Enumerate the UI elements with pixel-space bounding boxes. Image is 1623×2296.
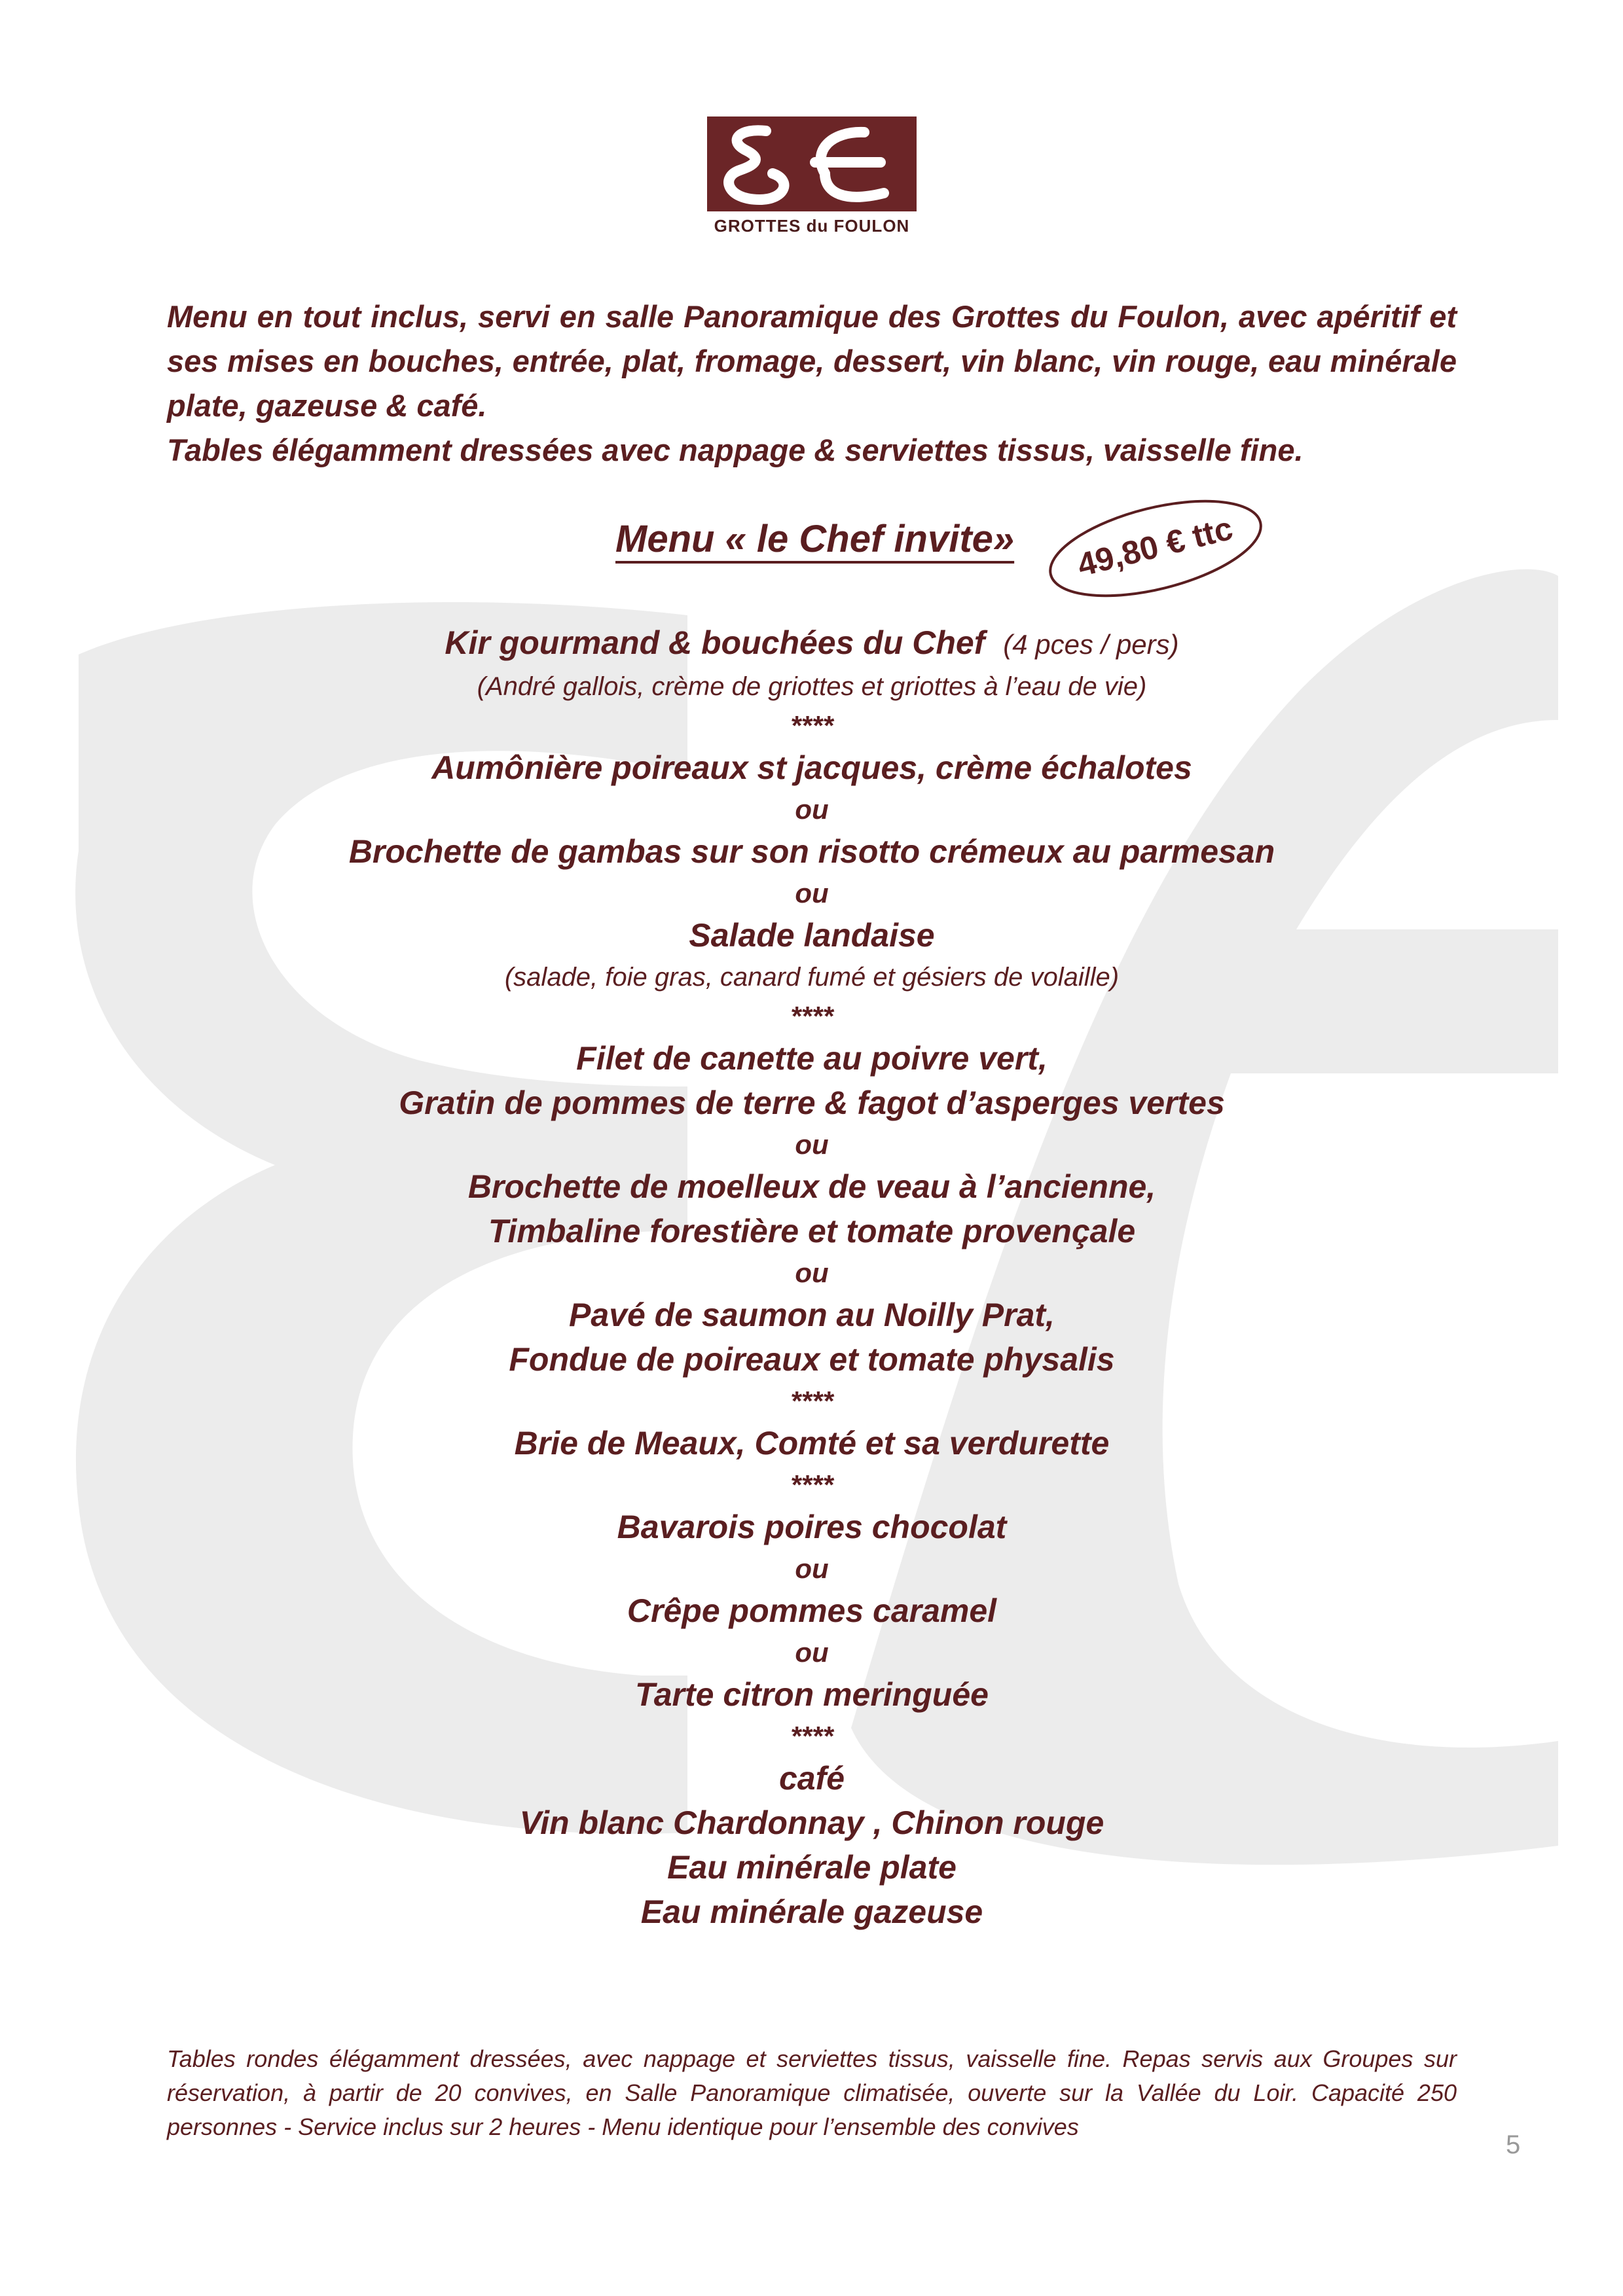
starter-1: Aumônière poireaux st jacques, crème échalotes bbox=[431, 749, 1192, 786]
price-badge bbox=[1041, 484, 1270, 609]
page-number: 5 bbox=[1506, 2130, 1521, 2159]
menu-title: Menu « le Chef invite» bbox=[615, 518, 1015, 560]
aperitif-description: (André gallois, crème de griottes et griottes à l’eau de vie) bbox=[477, 672, 1147, 701]
or-label: ou bbox=[795, 1553, 829, 1584]
price-text: 49,80 € ttc bbox=[1074, 509, 1237, 584]
footer-note: Tables rondes élégamment dressées, avec nappage et serviettes tissus, vaisselle fine. Repas servis aux Groupes sur réservation, à partir de 20 convives, en Salle Panoramique climatisée, ouverte sur la Vallée du Loir. Capacité 250 personnes - Service inclus sur 2 heures - Menu identique pour l’ensemble des convives bbox=[167, 2045, 1457, 2140]
drink-sparkling-water: Eau minérale gazeuse bbox=[640, 1893, 983, 1930]
dessert-2: Crêpe pommes caramel bbox=[627, 1592, 997, 1629]
main-1-line-1: Filet de canette au poivre vert, bbox=[576, 1040, 1048, 1077]
separator: **** bbox=[790, 710, 833, 741]
separator: **** bbox=[790, 1469, 833, 1500]
drink-wine: Vin blanc Chardonnay , Chinon rouge bbox=[519, 1804, 1104, 1841]
separator: **** bbox=[790, 1386, 833, 1416]
aperitif-name: Kir gourmand & bouchées du Chef bbox=[445, 624, 985, 661]
logo-caption: GROTTES du FOULON bbox=[714, 216, 910, 236]
main-2-line-1: Brochette de moelleux de veau à l’ancienne, bbox=[467, 1168, 1156, 1205]
main-3-line-1: Pavé de saumon au Noilly Prat, bbox=[569, 1297, 1055, 1333]
intro-paragraph: Menu en tout inclus, servi en salle Panoramique des Grottes du Foulon, avec apéritif et ses mises en bouches, entrée, plat, fromage, dessert, vin blanc, vin rouge, eau minérale plate, gazeuse & café. bbox=[167, 299, 1457, 423]
intro-tables: Tables élégamment dressées avec nappage & serviettes tissus, vaisselle fine. bbox=[167, 433, 1304, 467]
dessert-3: Tarte citron meringuée bbox=[635, 1676, 989, 1713]
or-label: ou bbox=[795, 1129, 829, 1160]
aperitif bbox=[167, 620, 1457, 667]
or-label: ou bbox=[795, 878, 829, 908]
starter-3: Salade landaise bbox=[689, 917, 935, 954]
menu-list bbox=[167, 620, 1457, 1934]
or-label: ou bbox=[795, 1257, 829, 1288]
separator: **** bbox=[790, 1721, 833, 1751]
or-label: ou bbox=[795, 794, 829, 825]
or-label: ou bbox=[795, 1637, 829, 1668]
starter-2: Brochette de gambas sur son risotto crémeux au parmesan bbox=[348, 833, 1275, 870]
main-1-line-2: Gratin de pommes de terre & fagot d’asperges vertes bbox=[399, 1085, 1225, 1121]
drink-still-water: Eau minérale plate bbox=[667, 1849, 957, 1886]
cheese: Brie de Meaux, Comté et sa verdurette bbox=[514, 1425, 1110, 1462]
drink-coffee: café bbox=[778, 1760, 845, 1797]
main-3-line-2: Fondue de poireaux et tomate physalis bbox=[509, 1341, 1115, 1378]
starter-3-description: (salade, foie gras, canard fumé et gésiers de volaille) bbox=[504, 963, 1120, 992]
dessert-1: Bavarois poires chocolat bbox=[617, 1509, 1007, 1545]
intro-text bbox=[167, 295, 1457, 473]
main-2-line-2: Timbaline forestière et tomate provençale bbox=[488, 1213, 1136, 1249]
aperitif-note: (4 pces / pers) bbox=[1003, 629, 1179, 660]
separator: **** bbox=[790, 1001, 833, 1031]
